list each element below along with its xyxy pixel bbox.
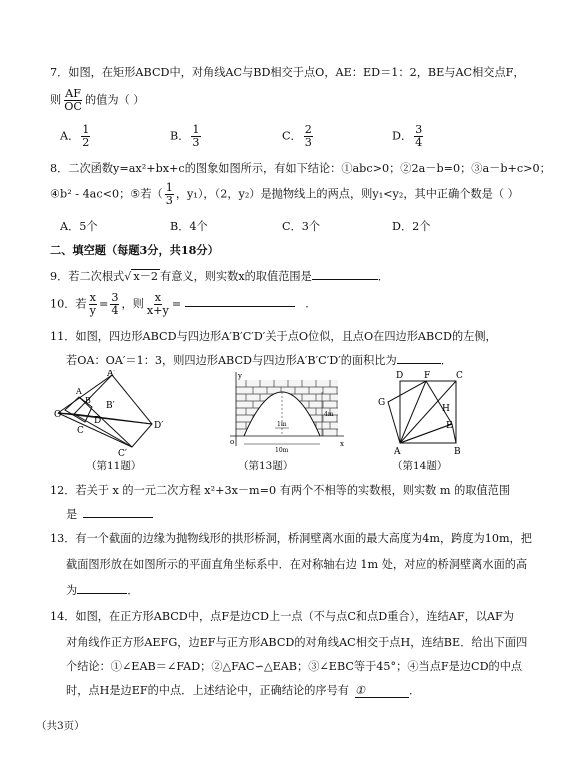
q11-line2: 若OA：OA′＝1：3，则四边形ABCD与四边形A′B′C′D′的面积比为 ． <box>66 354 452 367</box>
fig14-label-a: A <box>394 447 401 457</box>
q14-line4: 时，点H是边EF的中点．上述结论中，正确结论的序号有 ① ． <box>66 684 421 697</box>
figure-13 <box>220 370 350 460</box>
figure-11 <box>54 370 174 460</box>
fig11-label-c: C <box>77 426 84 436</box>
fig11-label-c1: C′ <box>118 449 127 459</box>
q7-option-c: C． $\frac{2}{3}$ <box>282 123 312 149</box>
q8-line2: ④b² - 4ac<0；⑤若（ $\frac{1}{3}$ ，y₁），（2，y₂）是抛物线上的两点，则y₁<y₂，其中正确个数是（ ） <box>50 181 519 207</box>
q8-option-c: C．3个 <box>282 220 321 233</box>
q7-option-a: A． $\frac{1}{2}$ <box>60 123 90 149</box>
q8-option-a: A．5个 <box>60 220 98 233</box>
fig11-label-a: A <box>76 387 82 396</box>
fig13-label-1m: 1m <box>277 421 287 428</box>
fig13-label-10m: 10m <box>275 447 289 454</box>
fig11-label-o: O <box>54 410 62 420</box>
q7-option-b: B． $\frac{1}{3}$ <box>170 123 200 149</box>
caption-fig11: （第11题） <box>86 460 142 472</box>
fig11-label-d1: D′ <box>154 421 164 431</box>
q12-line2: 是 <box>66 506 153 522</box>
q14-answer: ① <box>355 684 409 698</box>
caption-fig13: （第13题） <box>238 460 294 472</box>
fig14-label-c: C <box>456 371 463 381</box>
q7-option-d: D． $\frac{3}{4}$ <box>392 123 423 149</box>
fig14-label-h: H <box>442 404 450 414</box>
q13-line3: 为 ． <box>66 584 139 597</box>
q7-fraction: $\frac{AF}{OC}$ <box>64 87 82 113</box>
q10-line: 10．若 $\frac{x}{y}$ = $\frac{3}{4}$ ，则 $\frac{x}{x+y}$ = ． <box>50 291 317 317</box>
caption-fig14: （第14题） <box>392 460 448 472</box>
fig13-brick-wall <box>236 380 338 436</box>
q11-line1: 11．如图，四边形ABCD与四边形A′B′C′D′关于点O位似，且点O在四边形ABCD的左侧， <box>50 330 497 343</box>
q14-line1: 14．如图，在正方形ABCD中，点F是边CD上一点（不与点C和点D重合），连结AF，以AF为 <box>50 610 514 623</box>
fig11-label-a1: A′ <box>107 370 116 379</box>
q8-option-b: B．4个 <box>170 220 208 233</box>
fig11-label-d: D <box>94 416 102 426</box>
q13-line2: 截面图形放在如图所示的平面直角坐标系中．在对称轴右边 1m 处，对应的桥洞壁离水面的高 <box>66 558 528 571</box>
fig14-label-b: B <box>454 447 461 457</box>
fig13-label-y: y <box>238 372 242 380</box>
q12-line1: 12．若关于 x 的一元二次方程 x²+3x－m=0 有两个不相等的实数根，则实数 m 的取值范围 <box>50 484 511 497</box>
q13-line1: 13．有一个截面的边缘为抛物线形的拱形桥洞，桥洞壁离水面的最大高度为4m，跨度为10m，把 <box>50 532 532 545</box>
fig11-label-b: B <box>85 396 91 405</box>
q8-line1: 8．二次函数y=ax²+bx+c的图象如图所示，有如下结论：①abc>0；②2a－b=0；③a－b+c>0； <box>50 162 551 175</box>
q9-line: 9．若二次根式√ x－2 有意义，则实数x的取值范围是 ． <box>50 270 389 283</box>
fig13-label-o: o <box>230 438 235 446</box>
q8-option-d: D．2个 <box>392 220 431 233</box>
q7-line1: 7．如图，在矩形ABCD中，对角线AC与BD相交于点O，AE：ED＝1：2，BE与AC相交点F， <box>50 66 525 79</box>
fig14-label-f: F <box>424 371 431 381</box>
q7-line2: 则 $\frac{AF}{OC}$ 的值为（ ） <box>50 87 145 113</box>
q14-line2: 对角线作正方形AEFG，边EF与正方形ABCD的对角线AC相交于点H，连结BE．给出下面四 <box>66 636 528 649</box>
fig14-label-d: D <box>396 371 404 381</box>
section-heading: 二、填空题（每题3分，共18分） <box>50 243 219 257</box>
q14-line3: 个结论：①∠EAB＝∠FAD；②△FAC∽△EAB；③∠EBC等于45°；④当点F是边CD的中点 <box>66 660 523 673</box>
fig13-label-4m: 4m <box>324 411 334 418</box>
page-footer: （共3页） <box>36 720 85 732</box>
fig13-label-x: x <box>340 440 344 448</box>
fig11-big-quad <box>74 375 152 447</box>
fig11-label-b1: B′ <box>106 401 115 411</box>
figure-14 <box>372 368 472 460</box>
fig14-label-g: G <box>378 398 386 408</box>
fig14-label-e: E <box>446 421 453 431</box>
